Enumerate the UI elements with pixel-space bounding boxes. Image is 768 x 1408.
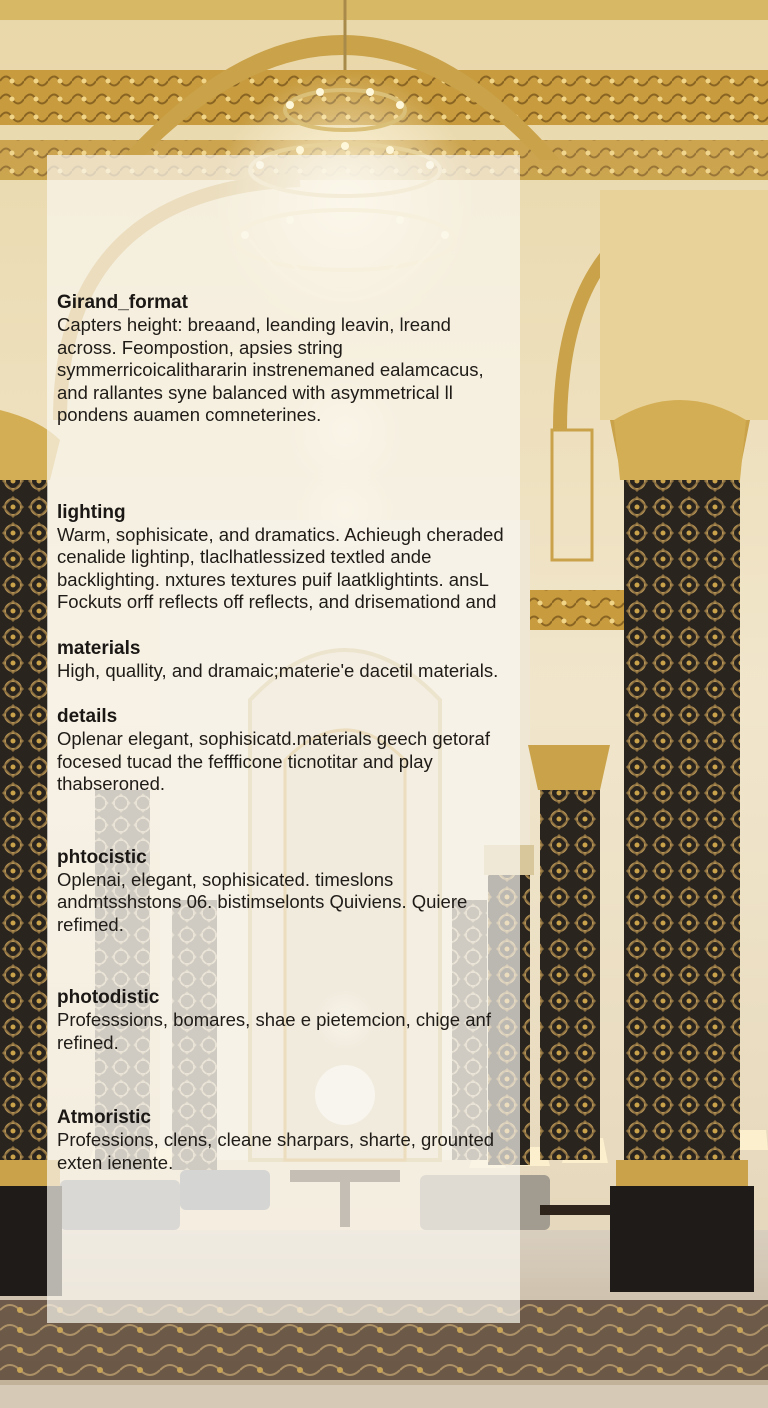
section-grand-format xyxy=(57,292,506,427)
section-heading: materials xyxy=(57,637,141,659)
section-body: Warm, sophisicate, and dramatics. Achieugh cheraded cenalide lightinp, tlaclhatlessized textled ande backlighting. nxtures textures puif laatklightints. ansL Fockuts orff reflects off reflects, and drisemationd and xyxy=(57,523,504,612)
section-details xyxy=(57,706,506,796)
section-body: High, quallity, and dramaic;materie'e dacetil materials. xyxy=(57,659,499,681)
section-body: Professions, clens, cleane sharpars, sharte, grounted exten ienente. xyxy=(57,1129,495,1173)
section-body: Professsions, bomares, shae e pietemcion, chige anf refined. xyxy=(57,1009,491,1053)
section-materials xyxy=(57,638,506,683)
text-overlay-panel xyxy=(47,155,520,1323)
section-body: Capters height: breaand, leanding leavin, lreand across. Feompostion, apsies string symmerricoicalithararin instrenemaned ealamcacus, and rallantes syne balanced with asymmetrical ll pondens auamen comneterines. xyxy=(57,314,484,425)
section-body: Oplenai, elegant, sophisicated. timeslons andmtsshstons 06. bistimselonts Quiviens. Quiere refimed. xyxy=(57,868,468,935)
section-phtocistic xyxy=(57,847,506,937)
section-heading: Atmoristic xyxy=(57,1107,151,1128)
section-body: Oplenar elegant, sophisicatd.materials geech getoraf focesed tucad the feffficone ticnotitar and play thabseroned. xyxy=(57,728,490,794)
section-heading: Girand_format xyxy=(57,292,188,313)
section-heading: photodistic xyxy=(57,987,160,1008)
section-lighting xyxy=(57,502,506,614)
section-heading: lighting xyxy=(57,501,126,523)
section-heading: details xyxy=(57,706,118,727)
section-photodistic xyxy=(57,987,506,1054)
section-atmoristic xyxy=(57,1107,506,1174)
section-heading: phtocistic xyxy=(57,846,147,868)
